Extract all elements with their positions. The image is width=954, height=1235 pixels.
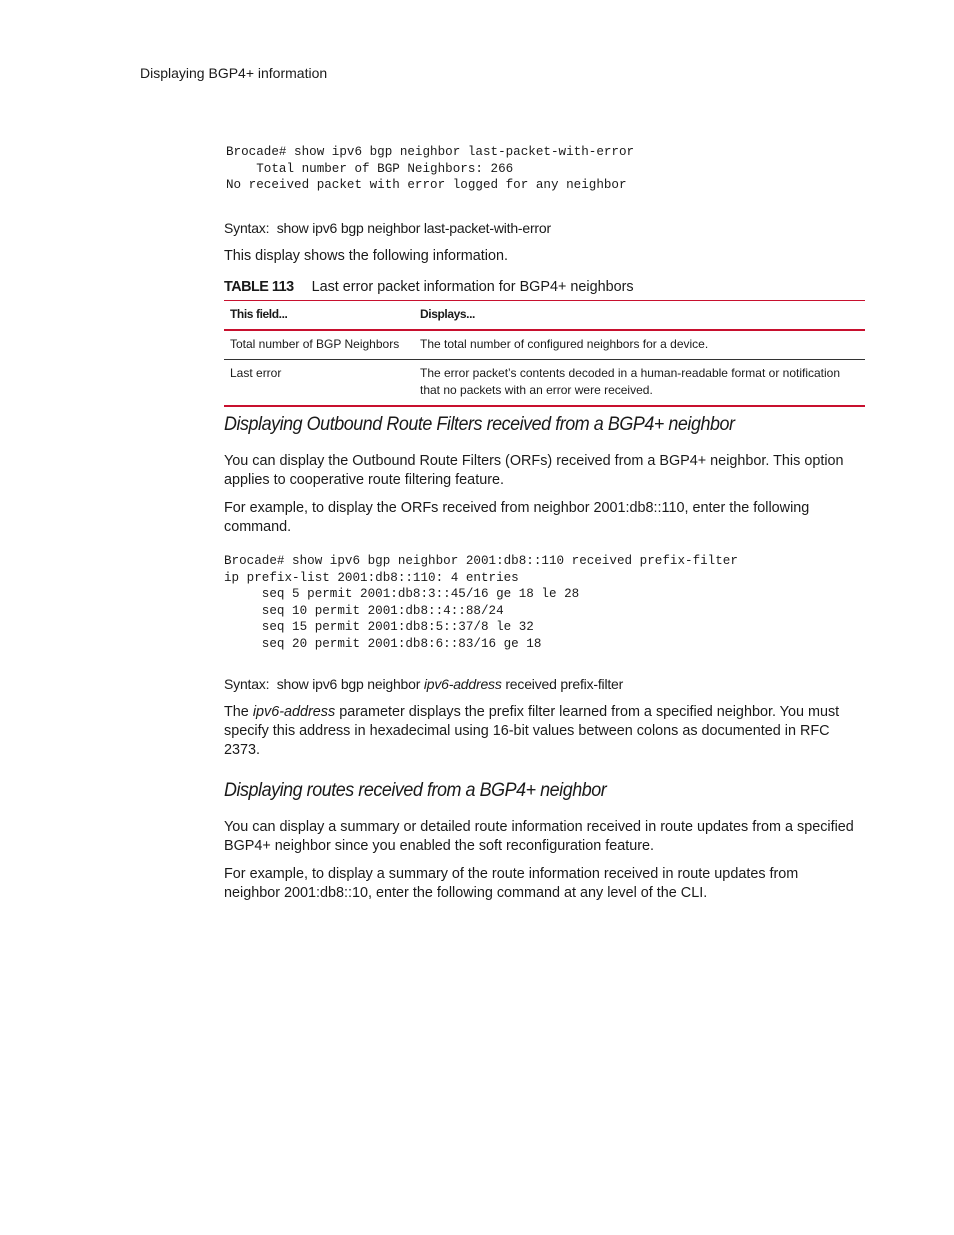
syntax-line-1 [224,220,551,236]
routes-paragraph-1: You can display a summary or detailed route information received in route updates from a specified BGP4+ neighbor since you enabled the soft reconfiguration feature. [224,819,854,854]
paragraph-text: parameter displays the prefix filter learned from a specified neighbor. You must specify this address in hexadecimal using 16-bit values between colons as documented in RFC 2373. [224,704,840,758]
code-block-prefix-filter: Brocade# show ipv6 bgp neighbor 2001:db8::110 received prefix-filter ip prefix-list 2001:db8::110: 4 entries seq 5 permit 2001:db8:3::45/16 ge 18 le 28 seq 10 permit 2001:db8::4::88/24 seq 15 permit 2001:db8:5::37/8 le 32 seq 20 permit 2001:db8:6::83/16 ge 18 [224,554,738,651]
table-caption [224,279,634,295]
orf-paragraph-2: For example, to display the ORFs received from neighbor 2001:db8::110, enter the following command. [224,500,810,535]
syntax-command: show ipv6 bgp neighbor last-packet-with-error [276,220,551,236]
table-row [224,360,865,407]
table-header-displays: Displays... [420,307,475,321]
table-number: TABLE 113 [224,279,294,295]
syntax-command: show ipv6 bgp neighbor [276,676,421,692]
table-cell: Total number of BGP Neighbors [230,337,400,351]
section-heading-routes: Displaying routes received from a BGP4+ neighbor [224,779,607,801]
orf-paragraph-1: You can display the Outbound Route Filters (ORFs) received from a BGP4+ neighbor. This option applies to cooperative route filtering feature. [224,453,844,488]
table-cell: The error packet’s contents decoded in a human-readable format or notification that no packets with an error were received. [420,366,841,397]
syntax-command-tail: received prefix-filter [505,676,624,692]
syntax-label: Syntax: [224,220,270,236]
parameter-name: ipv6-address [252,704,336,720]
syntax-label: Syntax: [224,676,270,692]
table-header-field: This field... [230,307,288,321]
routes-paragraph-2: For example, to display a summary of the route information received in route updates from neighbor 2001:db8::10, enter the following command at any level of the CLI. [224,866,799,901]
intro-text: This display shows the following information. [224,248,508,264]
table-header-row [224,301,865,331]
syntax-line-2 [224,676,623,692]
page-header: Displaying BGP4+ information [140,65,328,81]
code-block-last-error: Brocade# show ipv6 bgp neighbor last-packet-with-error Total number of BGP Neighbors: 266 No received packet with error logged for any neighbor [226,145,635,193]
table-row [224,330,865,360]
syntax-parameter: ipv6-address [423,676,502,692]
table-title: Last error packet information for BGP4+ neighbors [311,279,634,295]
paragraph-text: The [224,704,249,720]
bgp-error-table [224,300,865,407]
table-cell: Last error [230,366,282,380]
table-cell: The total number of configured neighbors for a device. [420,337,709,351]
section-heading-orf: Displaying Outbound Route Filters received from a BGP4+ neighbor [224,413,735,435]
orf-paragraph-3 [224,703,864,760]
